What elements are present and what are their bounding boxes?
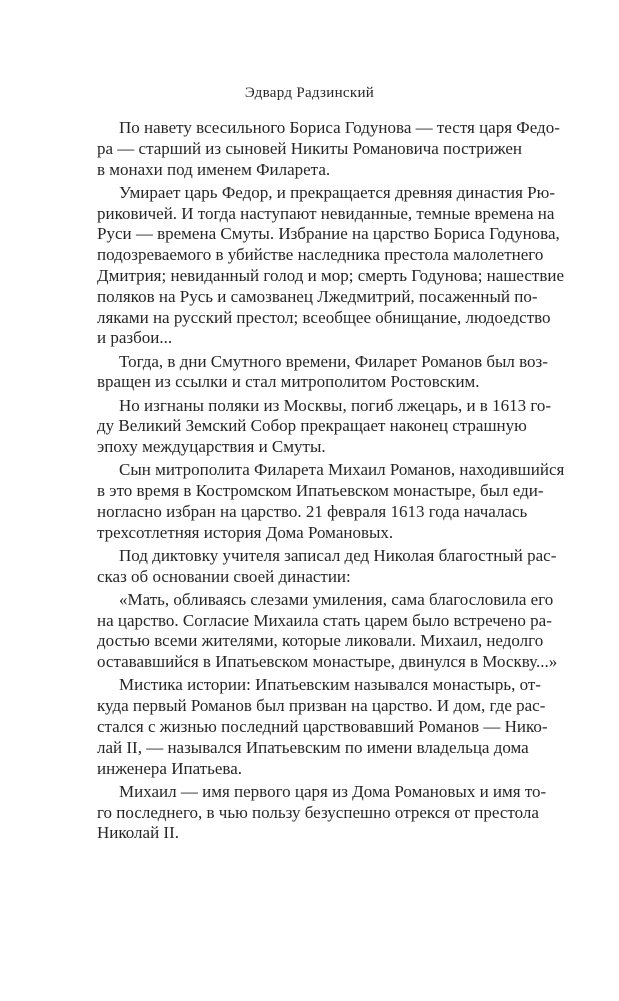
text-line: Под диктовку учителя записал дед Николая благостный рас-: [119, 545, 557, 565]
paragraph: [97, 395, 552, 458]
text-line: остававшийся в Ипатьевском монастыре, двинулся в Москву...»: [97, 652, 558, 672]
text-line: в монахи под именем Филарета.: [97, 159, 331, 179]
text-line: подозреваемого в убийстве наследника престола малолетнего: [97, 245, 544, 265]
paragraph: [97, 781, 547, 844]
text-line: поляков на Русь и самозванец Лжедмитрий, посаженный по-: [97, 286, 538, 306]
text-line: Тогда, в дни Смутного времени, Филарет Романов был воз-: [119, 351, 548, 371]
text-line: ногласно избран на царство. 21 февраля 1613 года началась: [97, 501, 528, 521]
text-line: Но изгнаны поляки из Москвы, погиб лжецарь, и в 1613 го-: [119, 395, 552, 415]
paragraph: [97, 675, 548, 779]
text-line: Мистика истории: Ипатьевским назывался монастырь, от-: [119, 675, 541, 695]
text-line: По навету всесильного Бориса Годунова — тестя царя Федо-: [119, 118, 560, 137]
text-line: инженера Ипатьева.: [97, 758, 243, 778]
text-line: Дмитрия; невиданный голод и мор; смерть Годунова; нашествие: [97, 265, 565, 285]
text-line: в это время в Костромском Ипатьевском монастыре, был еди-: [97, 481, 544, 501]
text-line: ду Великий Земский Собор прекращает наконец страшную: [97, 416, 527, 436]
text-line: сказ об основании своей династии:: [97, 566, 351, 586]
paragraph: [97, 460, 565, 543]
text-line: риковичей. И тогда наступают невиданные, темные времена на: [97, 203, 555, 223]
text-line: Михаил — имя первого царя из Дома Романовых и имя то-: [119, 781, 547, 801]
text-line: Руси — времена Смуты. Избрание на царство Бориса Годунова,: [97, 224, 560, 244]
text-line: и разбои...: [97, 328, 173, 348]
text-line: Умирает царь Федор, и прекращается древняя династия Рю-: [119, 182, 555, 202]
text-line: достью всеми жителями, которые ликовали. Михаил, недолго: [97, 631, 544, 651]
paragraph: [97, 182, 565, 349]
paragraph: [97, 351, 548, 394]
text-line: ляками на русский престол; всеобщее обнищание, людоедство: [97, 307, 551, 327]
text-line: на царство. Согласие Михаила стать царем было встречено ра-: [97, 610, 552, 630]
running-header: Эдвард Радзинский: [244, 85, 375, 101]
text-line: лай II, — назывался Ипатьевским по имени владельца дома: [97, 737, 529, 757]
text-line: Николай II.: [97, 823, 179, 843]
text-line: трехсотлетняя история Дома Романовых.: [97, 522, 394, 542]
text-line: ра — старший из сыновей Никиты Романовича пострижен: [97, 138, 523, 158]
text-line: эпоху междуцарствия и Смуты.: [97, 437, 326, 457]
text-line: Сын митрополита Филарета Михаил Романов, находившийся: [119, 460, 565, 480]
paragraph: [97, 118, 560, 180]
text-line: куда первый Романов был призван на царство. И дом, где рас-: [97, 696, 546, 716]
text-line: го последнего, в чью пользу безуспешно отрекся от престола: [97, 802, 539, 822]
body-text: [97, 118, 565, 847]
text-line: «Мать, обливаясь слезами умиления, сама благословила его: [119, 589, 554, 609]
paragraph: [97, 589, 558, 673]
text-line: стался с жизнью последний царствовавший Романов — Нико-: [97, 717, 548, 737]
text-line: вращен из ссылки и стал митрополитом Ростовским.: [97, 372, 480, 392]
paragraph: [97, 545, 557, 588]
